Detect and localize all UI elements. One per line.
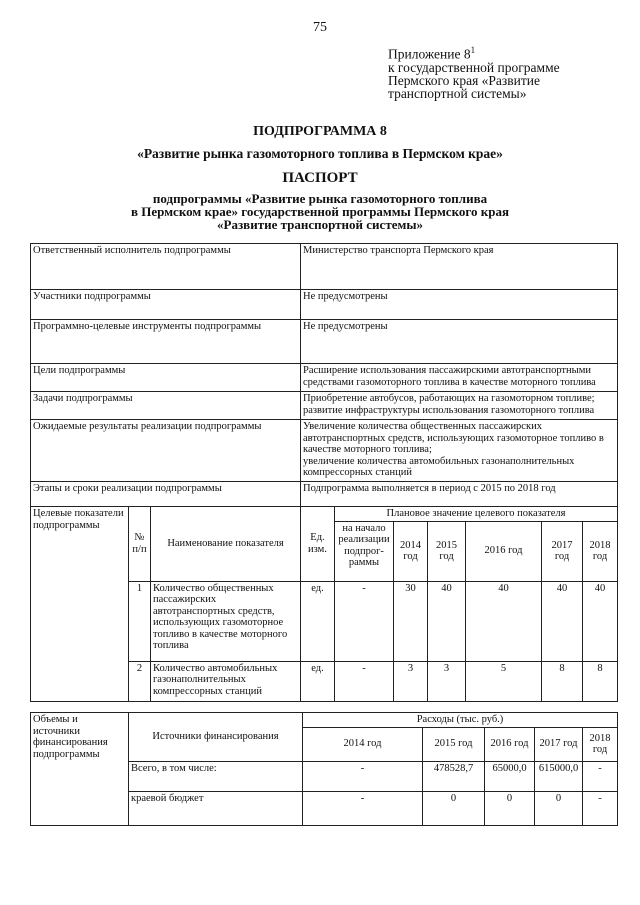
row-executor bbox=[31, 244, 618, 290]
col-year-2015: 2015 год bbox=[428, 521, 466, 581]
row-participants bbox=[31, 290, 618, 320]
fin-value-2017: 615000,0 bbox=[535, 761, 583, 791]
col-num-header: № п/п bbox=[129, 507, 151, 582]
col-unit-header: Ед. изм. bbox=[301, 507, 335, 582]
indicator-unit: ед. bbox=[301, 661, 335, 701]
instruments-label: Программно-целевые инструменты подпрограммы bbox=[31, 320, 301, 364]
financing-header-row-1 bbox=[31, 713, 618, 728]
fin-year-2016: 2016 год bbox=[485, 727, 535, 761]
col-planned-header: Плановое значение целевого показателя bbox=[335, 507, 618, 522]
row-instruments bbox=[31, 320, 618, 364]
appendix-line-2: к государственной программе bbox=[388, 59, 560, 75]
indicator-start: - bbox=[335, 581, 394, 661]
fin-value-2018: - bbox=[583, 761, 618, 791]
indicator-value-2017: 8 bbox=[542, 661, 583, 701]
stages-label: Этапы и сроки реализации подпрограммы bbox=[31, 482, 301, 507]
col-expenses-header: Расходы (тыс. руб.) bbox=[303, 713, 618, 728]
indicator-unit: ед. bbox=[301, 581, 335, 661]
indicator-value-2014: 3 bbox=[394, 661, 428, 701]
indicator-name: Количество автомобильных газонаполнительных компрессорных станций bbox=[151, 661, 301, 701]
fin-source-name: краевой бюджет bbox=[129, 791, 303, 825]
instruments-value: Не предусмотрены bbox=[301, 320, 618, 364]
results-value bbox=[301, 420, 618, 482]
appendix-line-4: транспортной системы» bbox=[388, 85, 527, 101]
passport-subtitle bbox=[0, 192, 640, 231]
financing-table bbox=[30, 712, 618, 826]
fin-value-2018: - bbox=[583, 791, 618, 825]
results-label: Ожидаемые результаты реализации подпрограммы bbox=[31, 420, 301, 482]
indicators-label: Целевые показатели подпрограммы bbox=[31, 507, 129, 702]
participants-label: Участники подпрограммы bbox=[31, 290, 301, 320]
col-year-2017: 2017 год bbox=[542, 521, 583, 581]
fin-value-2015: 478528,7 bbox=[423, 761, 485, 791]
passport-subtitle-line-1: подпрограммы «Развитие рынка газомоторного топлива bbox=[152, 191, 488, 206]
fin-year-2017: 2017 год bbox=[535, 727, 583, 761]
subprogram-name: «Развитие рынка газомоторного топлива в Пермском крае» bbox=[137, 146, 503, 161]
indicator-value-2015: 3 bbox=[428, 661, 466, 701]
executor-label: Ответственный исполнитель подпрограммы bbox=[31, 244, 301, 290]
tasks-label: Задачи подпрограммы bbox=[31, 392, 301, 420]
tasks-value-2: развитие инфраструктуры использования газомоторного топлива bbox=[303, 404, 595, 416]
row-goals bbox=[31, 364, 618, 392]
indicator-value-2015: 40 bbox=[428, 581, 466, 661]
fin-value-2014: - bbox=[303, 761, 423, 791]
results-value-2: увеличение количества автомобильных газонаполнительных компрессорных станций bbox=[303, 455, 575, 478]
executor-value: Министерство транспорта Пермского края bbox=[301, 244, 618, 290]
goals-label: Цели подпрограммы bbox=[31, 364, 301, 392]
indicator-value-2016: 40 bbox=[466, 581, 542, 661]
indicator-name: Количество общественных пассажирских автотранспортных средств, использующих газомоторное топливо в качестве моторного топлива bbox=[151, 581, 301, 661]
passport-title: ПАСПОРТ bbox=[282, 170, 358, 186]
subprogram-title: ПОДПРОГРАММА 8 bbox=[253, 124, 387, 139]
tasks-value bbox=[301, 392, 618, 420]
indicator-num: 1 bbox=[129, 581, 151, 661]
fin-value-2016: 0 bbox=[485, 791, 535, 825]
indicator-num: 2 bbox=[129, 661, 151, 701]
fin-year-2015: 2015 год bbox=[423, 727, 485, 761]
fin-value-2016: 65000,0 bbox=[485, 761, 535, 791]
indicator-start: - bbox=[335, 661, 394, 701]
appendix-note bbox=[388, 44, 560, 100]
indicator-value-2014: 30 bbox=[394, 581, 428, 661]
fin-value-2015: 0 bbox=[423, 791, 485, 825]
indicator-value-2018: 40 bbox=[583, 581, 618, 661]
indicators-header-row-1 bbox=[31, 507, 618, 522]
participants-value: Не предусмотрены bbox=[301, 290, 618, 320]
fin-value-2017: 0 bbox=[535, 791, 583, 825]
indicator-value-2016: 5 bbox=[466, 661, 542, 701]
fin-source-name: Всего, в том числе: bbox=[129, 761, 303, 791]
stages-value: Подпрограмма выполняется в период с 2015 по 2018 год bbox=[301, 482, 618, 507]
fin-year-2018: 2018 год bbox=[583, 727, 618, 761]
passport-table bbox=[30, 243, 618, 702]
indicator-value-2017: 40 bbox=[542, 581, 583, 661]
col-year-2018: 2018 год bbox=[583, 521, 618, 581]
row-results bbox=[31, 420, 618, 482]
appendix-line-1: Приложение 8 bbox=[388, 46, 471, 62]
goals-value: Расширение использования пассажирскими автотранспортными средствами газомоторного топлива в качестве моторного топлива bbox=[301, 364, 618, 392]
financing-label: Объемы и источники финансирования подпрограммы bbox=[31, 713, 129, 826]
col-year-2016: 2016 год bbox=[466, 521, 542, 581]
appendix-line-3: Пермского края «Развитие bbox=[388, 72, 540, 88]
fin-value-2014: - bbox=[303, 791, 423, 825]
appendix-sup: 1 bbox=[470, 45, 476, 55]
col-start-header: на начало реализации подпрог-раммы bbox=[335, 521, 394, 581]
fin-year-2014: 2014 год bbox=[303, 727, 423, 761]
row-stages bbox=[31, 482, 618, 507]
passport-subtitle-line-2: в Пермском крае» государственной программы Пермского края bbox=[131, 204, 509, 219]
row-tasks bbox=[31, 392, 618, 420]
tasks-value-1: Приобретение автобусов, работающих на газомоторном топливе; bbox=[303, 393, 595, 404]
col-source-header: Источники финансирования bbox=[129, 713, 303, 762]
results-value-1: Увеличение количества общественных пассажирских автотранспортных средств, использующих газомоторное топливо в качестве моторного топлива; bbox=[303, 421, 604, 455]
indicator-value-2018: 8 bbox=[583, 661, 618, 701]
col-name-header: Наименование показателя bbox=[151, 507, 301, 582]
col-year-2014: 2014 год bbox=[394, 521, 428, 581]
passport-subtitle-line-3: «Развитие транспортной системы» bbox=[217, 217, 423, 232]
page-number: 75 bbox=[313, 20, 327, 35]
